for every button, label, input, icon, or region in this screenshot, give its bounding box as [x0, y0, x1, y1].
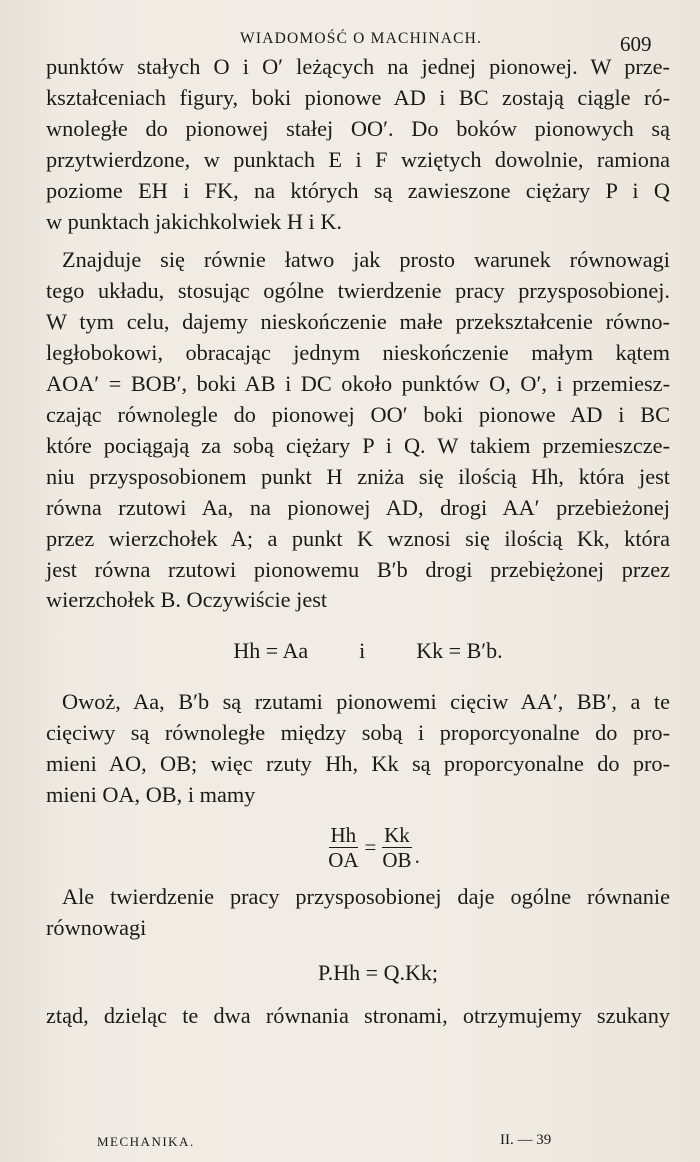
text-line: kształceniach figury, boki pionowe AD i BC zostają ciągle ró- — [46, 84, 670, 110]
text-line: równowagi — [46, 914, 147, 940]
text-line: mieni AO, OB; więc rzuty Hh, Kk są proporcyonalne do pro- — [46, 751, 670, 777]
signature-mark: MECHANIKA. — [97, 1134, 195, 1149]
paragraph-5 — [46, 1001, 670, 1032]
text-line: ztąd, dzieląc te dwa równania stronami, otrzymujemy szukany — [46, 1002, 670, 1028]
text-line: wierzchołek B. Oczywiście jest — [46, 587, 328, 613]
formula-left: Hh = Aa — [233, 638, 309, 664]
text-line: niu przysposobionem punkt H zniża się ilością Hh, która jest — [46, 463, 670, 489]
formula-period: . — [414, 843, 420, 868]
page-body — [46, 52, 670, 1031]
paragraph-3 — [46, 687, 670, 811]
running-title: WIADOMOŚĆ O MACHINACH. — [240, 30, 483, 47]
text-line: przytwierdzone, w punktach E i F wziętych dowolnie, ramiona — [46, 146, 670, 172]
paragraph-2 — [46, 245, 670, 616]
text-line: Ale twierdzenie pracy przysposobionej daje ogólne równanie — [62, 883, 670, 909]
text-line: czając równolegle do pionowej OO′ boki pionowe AD i BC — [46, 401, 670, 427]
fraction-right-denominator: OB — [382, 847, 412, 872]
text-line: Znajduje się równie łatwo jak prosto warunek równowagi — [62, 247, 670, 273]
sheet-number: II. — 39 — [500, 1132, 552, 1148]
formula-connector: i — [359, 638, 366, 664]
fraction-left-denominator: OA — [328, 847, 359, 872]
text-line: Owoż, Aa, B′b są rzutami pionowemi cięciw AA′, BB′, a te — [62, 689, 670, 715]
fraction-right-numerator: Kk — [384, 822, 410, 847]
text-line: przez wierzchołek A; a punkt K wznosi się ilością Kk, która — [46, 525, 670, 551]
text-line: równa rzutowi Aa, na pionowej AD, drogi AA′ przebieżonej — [46, 494, 670, 520]
text-line: W tym celu, dajemy nieskończenie małe przekształcenie równo- — [46, 309, 670, 335]
text-line: cięciwy są równoległe między sobą i proporcyonalne do pro- — [46, 720, 670, 746]
page-number: 609 — [620, 32, 652, 56]
paragraph-1 — [46, 52, 670, 237]
formula-projections — [66, 636, 670, 667]
text-line: mieni OA, OB, i mamy — [46, 781, 256, 807]
paragraph-4 — [46, 882, 670, 944]
formula-proportion — [76, 823, 670, 872]
text-line: wnoległe do pionowej stałej OO′. Do boków pionowych są — [46, 115, 670, 141]
fraction-left — [326, 823, 360, 872]
text-line: jest równa rzutowi pionowemu B′b drogi przebiężonej przez — [46, 556, 670, 582]
text-line: poziome EH i FK, na których są zawieszone ciężary P i Q — [46, 177, 670, 203]
formula-equilibrium: P.Hh = Q.Kk; — [318, 959, 438, 985]
text-line: które pociągają za sobą ciężary P i Q. W takiem przemieszcze- — [46, 432, 670, 458]
text-line: w punktach jakichkolwiek H i K. — [46, 208, 342, 234]
text-line: punktów stałych O i O′ leżących na jednej pionowej. W prze- — [46, 54, 670, 79]
fraction-right — [380, 823, 413, 872]
formula-right: Kk = B′b. — [416, 638, 503, 664]
equals-sign: = — [364, 834, 377, 859]
text-line: tego układu, stosując ogólne twierdzenie pracy przysposobionej. — [46, 278, 670, 304]
fraction-left-numerator: Hh — [330, 822, 357, 847]
page-footer — [0, 1130, 700, 1154]
text-line: AOA′ = BOB′, boki AB i DC około punktów O, O′, i przemiesz- — [46, 371, 670, 397]
text-line: ległobokowi, obracając jednym nieskończenie małym kątem — [46, 340, 670, 366]
